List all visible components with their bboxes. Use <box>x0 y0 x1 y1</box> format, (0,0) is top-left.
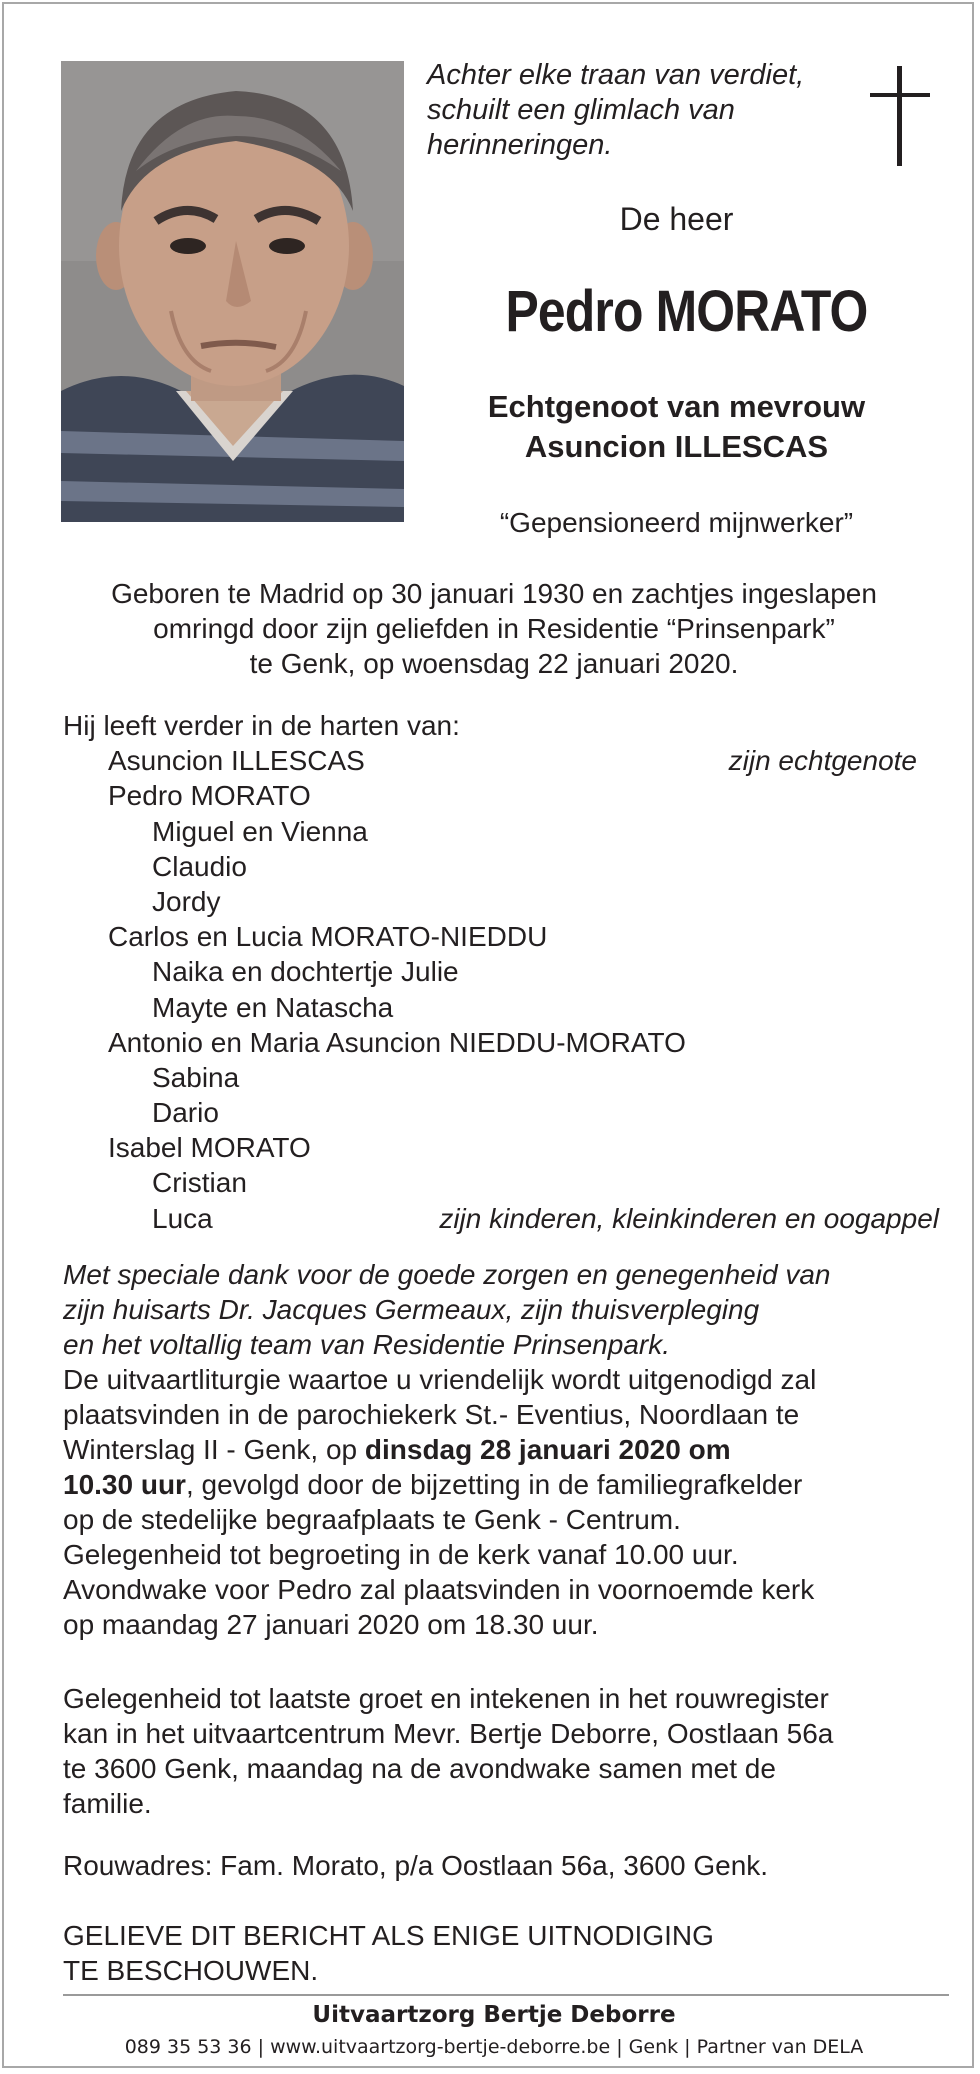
register-line: familie. <box>63 1788 152 1819</box>
register-line: Gelegenheid tot laatste groet en intekenen in het rouwregister <box>63 1683 829 1714</box>
funeral-line: Gelegenheid tot begroeting in de kerk vanaf 10.00 uur. <box>63 1539 739 1570</box>
thanks-line: Met speciale dank voor de goede zorgen en genegenheid van <box>63 1259 831 1290</box>
family-row-grandchild <box>63 990 939 1025</box>
child-name: Pedro MORATO <box>108 780 311 812</box>
family-row-child <box>63 1025 939 1060</box>
child-name: Isabel MORATO <box>108 1132 311 1164</box>
obituary-card <box>2 2 974 2068</box>
undertaker-contact: 089 35 53 36 | www.uitvaartzorg-bertje-deborre.be | Genk | Partner van DELA <box>124 2036 864 2058</box>
grandchild-name: Luca <box>152 1202 213 1234</box>
funeral-paragraph <box>63 1362 943 1642</box>
birth-line: te Genk, op woensdag 22 januari 2020. <box>249 648 739 679</box>
spouse-line: Echtgenoot van mevrouw <box>487 389 866 424</box>
opening-quote <box>427 58 857 163</box>
funeral-line <box>63 1432 943 1467</box>
funeral-time: 10.30 uur <box>63 1469 186 1500</box>
birth-line: omringd door zijn geliefden in Residentie “Prinsenpark” <box>153 613 835 644</box>
register-paragraph <box>63 1681 943 1821</box>
family-list <box>63 708 939 1236</box>
funeral-text: Winterslag II - Genk, op <box>63 1434 365 1465</box>
notice-line: TE BESCHOUWEN. <box>63 1955 319 1986</box>
funeral-line: Avondwake voor Pedro zal plaatsvinden in voornoemde kerk <box>63 1574 815 1605</box>
family-row-spouse <box>63 743 939 778</box>
notice-line: GELIEVE DIT BERICHT ALS ENIGE UITNODIGING <box>63 1920 714 1951</box>
thanks-line: zijn huisarts Dr. Jacques Germeaux, zijn thuisverpleging <box>63 1294 760 1325</box>
portrait-photo <box>61 61 404 522</box>
family-row-grandchild <box>63 1060 939 1095</box>
family-row-child <box>63 919 939 954</box>
funeral-text: , gevolgd door de bijzetting in de familiegrafkelder <box>185 1469 803 1500</box>
spouse-info <box>424 387 929 467</box>
funeral-line: De uitvaartliturgie waartoe u vriendelijk wordt uitgenodigd zal <box>63 1364 817 1395</box>
spouse-name: Asuncion ILLESCAS <box>108 745 365 777</box>
family-row-grandchild <box>63 849 939 884</box>
children-relation: zijn kinderen, kleinkinderen en oogappel <box>439 1202 939 1234</box>
grandchild-name: Miguel en Vienna <box>152 815 368 847</box>
grandchild-name: Mayte en Natascha <box>152 991 394 1023</box>
mourning-address: Rouwadres: Fam. Morato, p/a Oostlaan 56a, 3600 Genk. <box>63 1850 769 1881</box>
family-row-grandchild <box>63 954 939 989</box>
thanks-paragraph <box>63 1257 943 1362</box>
family-row-grandchild <box>63 1201 939 1236</box>
family-row-grandchild <box>63 884 939 919</box>
family-row-grandchild <box>63 1165 939 1200</box>
undertaker-name: Uitvaartzorg Bertje Deborre <box>312 2002 676 2028</box>
cross-icon <box>870 66 930 166</box>
grandchild-name: Sabina <box>152 1061 240 1093</box>
family-row-child <box>63 778 939 813</box>
salutation: De heer <box>619 201 734 237</box>
funeral-date: dinsdag 28 januari 2020 om <box>364 1434 731 1465</box>
invitation-notice <box>63 1918 943 1988</box>
family-row-grandchild <box>63 814 939 849</box>
child-name: Carlos en Lucia MORATO-NIEDDU <box>108 921 548 953</box>
funeral-line: plaatsvinden in de parochiekerk St.- Eventius, Noordlaan te <box>63 1399 800 1430</box>
spouse-line: Asuncion ILLESCAS <box>524 429 829 464</box>
birth-paragraph <box>44 576 944 681</box>
child-name: Antonio en Maria Asuncion NIEDDU-MORATO <box>108 1026 686 1058</box>
family-row-grandchild <box>63 1095 939 1130</box>
occupation: “Gepensioneerd mijnwerker” <box>499 507 854 538</box>
deceased-name: Pedro MORATO <box>505 279 868 344</box>
funeral-line: op maandag 27 januari 2020 om 18.30 uur. <box>63 1609 599 1640</box>
grandchild-name: Dario <box>152 1097 219 1129</box>
grandchild-name: Claudio <box>152 850 247 882</box>
quote-line: herinneringen. <box>427 129 613 161</box>
register-line: te 3600 Genk, maandag na de avondwake samen met de <box>63 1753 776 1784</box>
funeral-line: op de stedelijke begraafplaats te Genk - Centrum. <box>63 1504 681 1535</box>
grandchild-name: Jordy <box>152 885 221 917</box>
quote-line: schuilt een glimlach van <box>427 94 735 126</box>
family-intro <box>63 708 939 743</box>
family-row-child <box>63 1130 939 1165</box>
spouse-relation: zijn echtgenote <box>728 745 917 777</box>
grandchild-name: Cristian <box>152 1167 247 1199</box>
birth-line: Geboren te Madrid op 30 januari 1930 en zachtjes ingeslapen <box>111 578 877 609</box>
quote-line: Achter elke traan van verdiet, <box>427 59 805 91</box>
family-intro-text: Hij leeft verder in de harten van: <box>63 710 460 741</box>
footer-divider <box>63 1994 949 1996</box>
funeral-line <box>63 1467 943 1502</box>
grandchild-name: Naika en dochtertje Julie <box>152 956 459 988</box>
register-line: kan in het uitvaartcentrum Mevr. Bertje Deborre, Oostlaan 56a <box>63 1718 834 1749</box>
thanks-line: en het voltallig team van Residentie Prinsenpark. <box>63 1329 671 1360</box>
